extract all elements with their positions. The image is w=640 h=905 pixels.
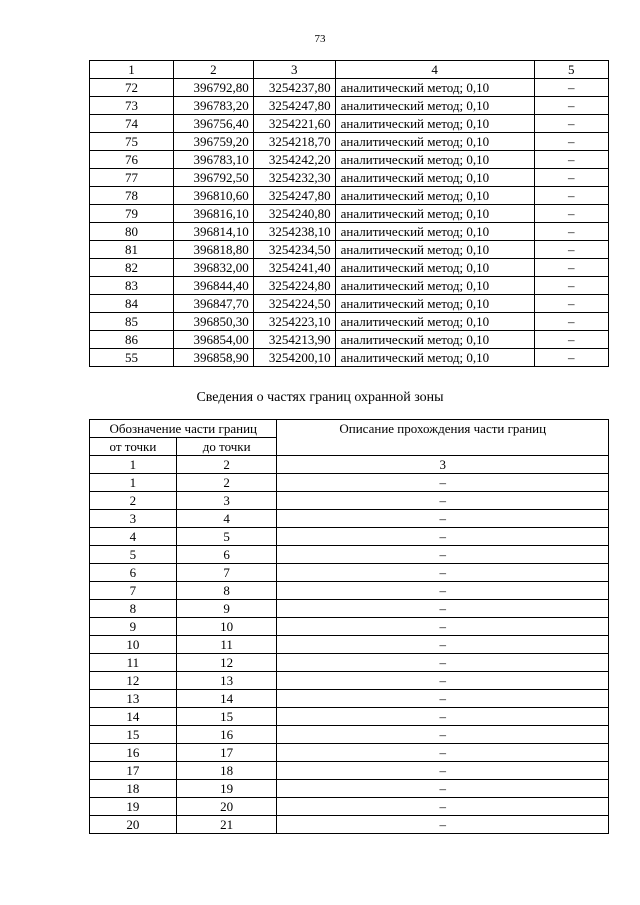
from-point-cell: 17 xyxy=(90,762,177,780)
to-point-cell: 7 xyxy=(176,564,277,582)
y-coordinate-cell: 3254224,50 xyxy=(253,295,335,313)
table-row xyxy=(90,259,609,277)
description-cell: – xyxy=(277,708,609,726)
table-row xyxy=(90,349,609,367)
from-point-cell: 19 xyxy=(90,798,177,816)
description-cell: – xyxy=(277,798,609,816)
from-point-cell: 7 xyxy=(90,582,177,600)
point-number-cell: 76 xyxy=(90,151,174,169)
point-number-cell: 78 xyxy=(90,187,174,205)
description-cell: – xyxy=(277,654,609,672)
table-row xyxy=(90,708,609,726)
table-row xyxy=(90,654,609,672)
from-point-cell: 11 xyxy=(90,654,177,672)
note-cell: – xyxy=(534,97,608,115)
description-cell: – xyxy=(277,744,609,762)
from-point-cell: 13 xyxy=(90,690,177,708)
from-point-cell: 16 xyxy=(90,744,177,762)
to-point-cell: 12 xyxy=(176,654,277,672)
to-point-header: до точки xyxy=(176,438,277,456)
description-cell: – xyxy=(277,564,609,582)
x-coordinate-cell: 396854,00 xyxy=(174,331,254,349)
parts-column-number-3: 3 xyxy=(277,456,609,474)
from-point-cell: 5 xyxy=(90,546,177,564)
table-row xyxy=(90,510,609,528)
x-coordinate-cell: 396792,80 xyxy=(174,79,254,97)
method-cell: аналитический метод; 0,10 xyxy=(335,97,534,115)
table-row xyxy=(90,187,609,205)
point-number-cell: 83 xyxy=(90,277,174,295)
method-cell: аналитический метод; 0,10 xyxy=(335,133,534,151)
description-cell: – xyxy=(277,510,609,528)
column-number-5: 5 xyxy=(534,61,608,79)
boundary-designation-header: Обозначение части границ xyxy=(90,420,277,438)
y-coordinate-cell: 3254213,90 xyxy=(253,331,335,349)
y-coordinate-cell: 3254238,10 xyxy=(253,223,335,241)
from-point-cell: 15 xyxy=(90,726,177,744)
y-coordinate-cell: 3254240,80 xyxy=(253,205,335,223)
section-title: Сведения о частях границ охранной зоны xyxy=(196,390,444,405)
x-coordinate-cell: 396847,70 xyxy=(174,295,254,313)
table-row xyxy=(90,726,609,744)
y-coordinate-cell: 3254223,10 xyxy=(253,313,335,331)
table-row xyxy=(90,277,609,295)
x-coordinate-cell: 396850,30 xyxy=(174,313,254,331)
description-cell: – xyxy=(277,528,609,546)
note-cell: – xyxy=(534,313,608,331)
y-coordinate-cell: 3254242,20 xyxy=(253,151,335,169)
x-coordinate-cell: 396814,10 xyxy=(174,223,254,241)
point-number-cell: 82 xyxy=(90,259,174,277)
from-point-cell: 6 xyxy=(90,564,177,582)
method-cell: аналитический метод; 0,10 xyxy=(335,223,534,241)
to-point-cell: 15 xyxy=(176,708,277,726)
from-point-cell: 20 xyxy=(90,816,177,834)
from-point-cell: 14 xyxy=(90,708,177,726)
y-coordinate-cell: 3254232,30 xyxy=(253,169,335,187)
table-row xyxy=(90,295,609,313)
table-row xyxy=(90,798,609,816)
column-number-4: 4 xyxy=(335,61,534,79)
method-cell: аналитический метод; 0,10 xyxy=(335,277,534,295)
description-cell: – xyxy=(277,690,609,708)
point-number-cell: 73 xyxy=(90,97,174,115)
column-number-1: 1 xyxy=(90,61,174,79)
table-row xyxy=(90,636,609,654)
note-cell: – xyxy=(534,259,608,277)
to-point-cell: 11 xyxy=(176,636,277,654)
method-cell: аналитический метод; 0,10 xyxy=(335,79,534,97)
description-cell: – xyxy=(277,582,609,600)
y-coordinate-cell: 3254221,60 xyxy=(253,115,335,133)
point-number-cell: 85 xyxy=(90,313,174,331)
x-coordinate-cell: 396818,80 xyxy=(174,241,254,259)
method-cell: аналитический метод; 0,10 xyxy=(335,349,534,367)
boundary-parts-table xyxy=(89,419,609,834)
table-row xyxy=(90,151,609,169)
to-point-cell: 5 xyxy=(176,528,277,546)
note-cell: – xyxy=(534,349,608,367)
from-point-cell: 18 xyxy=(90,780,177,798)
y-coordinate-cell: 3254218,70 xyxy=(253,133,335,151)
parts-column-number-1: 1 xyxy=(90,456,177,474)
to-point-cell: 14 xyxy=(176,690,277,708)
table-row xyxy=(90,97,609,115)
note-cell: – xyxy=(534,205,608,223)
point-number-cell: 55 xyxy=(90,349,174,367)
method-cell: аналитический метод; 0,10 xyxy=(335,241,534,259)
to-point-cell: 18 xyxy=(176,762,277,780)
parts-numbering-row xyxy=(90,456,609,474)
table-row xyxy=(90,169,609,187)
note-cell: – xyxy=(534,187,608,205)
page-number: 73 xyxy=(314,33,326,45)
note-cell: – xyxy=(534,169,608,187)
note-cell: – xyxy=(534,223,608,241)
method-cell: аналитический метод; 0,10 xyxy=(335,205,534,223)
point-number-cell: 84 xyxy=(90,295,174,313)
point-number-cell: 77 xyxy=(90,169,174,187)
table-row xyxy=(90,528,609,546)
table-row xyxy=(90,205,609,223)
table-row xyxy=(90,79,609,97)
table-row xyxy=(90,241,609,259)
column-number-3: 3 xyxy=(253,61,335,79)
point-number-cell: 75 xyxy=(90,133,174,151)
description-cell: – xyxy=(277,672,609,690)
from-point-cell: 12 xyxy=(90,672,177,690)
coordinates-header-row xyxy=(90,61,609,79)
note-cell: – xyxy=(534,295,608,313)
from-point-cell: 1 xyxy=(90,474,177,492)
x-coordinate-cell: 396792,50 xyxy=(174,169,254,187)
method-cell: аналитический метод; 0,10 xyxy=(335,169,534,187)
point-number-cell: 74 xyxy=(90,115,174,133)
description-cell: – xyxy=(277,780,609,798)
parts-header-row xyxy=(90,420,609,438)
description-header: Описание прохождения части границ xyxy=(277,420,609,456)
table-row xyxy=(90,582,609,600)
note-cell: – xyxy=(534,151,608,169)
table-row xyxy=(90,690,609,708)
table-row xyxy=(90,762,609,780)
from-point-cell: 9 xyxy=(90,618,177,636)
y-coordinate-cell: 3254200,10 xyxy=(253,349,335,367)
from-point-cell: 8 xyxy=(90,600,177,618)
y-coordinate-cell: 3254234,50 xyxy=(253,241,335,259)
table-row xyxy=(90,816,609,834)
method-cell: аналитический метод; 0,10 xyxy=(335,115,534,133)
y-coordinate-cell: 3254247,80 xyxy=(253,97,335,115)
point-number-cell: 86 xyxy=(90,331,174,349)
table-row xyxy=(90,618,609,636)
note-cell: – xyxy=(534,133,608,151)
point-number-cell: 72 xyxy=(90,79,174,97)
to-point-cell: 17 xyxy=(176,744,277,762)
table-row xyxy=(90,133,609,151)
table-row xyxy=(90,672,609,690)
from-point-header: от точки xyxy=(90,438,177,456)
note-cell: – xyxy=(534,241,608,259)
to-point-cell: 13 xyxy=(176,672,277,690)
from-point-cell: 10 xyxy=(90,636,177,654)
description-cell: – xyxy=(277,492,609,510)
x-coordinate-cell: 396759,20 xyxy=(174,133,254,151)
y-coordinate-cell: 3254237,80 xyxy=(253,79,335,97)
to-point-cell: 9 xyxy=(176,600,277,618)
parts-column-number-2: 2 xyxy=(176,456,277,474)
table-row xyxy=(90,331,609,349)
table-row xyxy=(90,492,609,510)
to-point-cell: 8 xyxy=(176,582,277,600)
x-coordinate-cell: 396783,20 xyxy=(174,97,254,115)
to-point-cell: 2 xyxy=(176,474,277,492)
method-cell: аналитический метод; 0,10 xyxy=(335,313,534,331)
table-row xyxy=(90,564,609,582)
table-row xyxy=(90,780,609,798)
y-coordinate-cell: 3254224,80 xyxy=(253,277,335,295)
x-coordinate-cell: 396844,40 xyxy=(174,277,254,295)
to-point-cell: 4 xyxy=(176,510,277,528)
x-coordinate-cell: 396832,00 xyxy=(174,259,254,277)
table-row xyxy=(90,474,609,492)
x-coordinate-cell: 396756,40 xyxy=(174,115,254,133)
description-cell: – xyxy=(277,816,609,834)
table-row xyxy=(90,744,609,762)
method-cell: аналитический метод; 0,10 xyxy=(335,187,534,205)
column-number-2: 2 xyxy=(174,61,254,79)
from-point-cell: 3 xyxy=(90,510,177,528)
to-point-cell: 16 xyxy=(176,726,277,744)
table-row xyxy=(90,546,609,564)
description-cell: – xyxy=(277,636,609,654)
table-row xyxy=(90,115,609,133)
to-point-cell: 3 xyxy=(176,492,277,510)
table-row xyxy=(90,223,609,241)
description-cell: – xyxy=(277,762,609,780)
method-cell: аналитический метод; 0,10 xyxy=(335,331,534,349)
point-number-cell: 80 xyxy=(90,223,174,241)
description-cell: – xyxy=(277,726,609,744)
note-cell: – xyxy=(534,79,608,97)
to-point-cell: 10 xyxy=(176,618,277,636)
note-cell: – xyxy=(534,277,608,295)
description-cell: – xyxy=(277,600,609,618)
y-coordinate-cell: 3254241,40 xyxy=(253,259,335,277)
coordinates-table xyxy=(89,60,609,367)
note-cell: – xyxy=(534,331,608,349)
to-point-cell: 21 xyxy=(176,816,277,834)
description-cell: – xyxy=(277,474,609,492)
point-number-cell: 79 xyxy=(90,205,174,223)
from-point-cell: 4 xyxy=(90,528,177,546)
x-coordinate-cell: 396858,90 xyxy=(174,349,254,367)
description-cell: – xyxy=(277,618,609,636)
x-coordinate-cell: 396816,10 xyxy=(174,205,254,223)
point-number-cell: 81 xyxy=(90,241,174,259)
table-row xyxy=(90,313,609,331)
to-point-cell: 19 xyxy=(176,780,277,798)
x-coordinate-cell: 396783,10 xyxy=(174,151,254,169)
description-cell: – xyxy=(277,546,609,564)
x-coordinate-cell: 396810,60 xyxy=(174,187,254,205)
method-cell: аналитический метод; 0,10 xyxy=(335,295,534,313)
method-cell: аналитический метод; 0,10 xyxy=(335,259,534,277)
method-cell: аналитический метод; 0,10 xyxy=(335,151,534,169)
y-coordinate-cell: 3254247,80 xyxy=(253,187,335,205)
to-point-cell: 20 xyxy=(176,798,277,816)
to-point-cell: 6 xyxy=(176,546,277,564)
from-point-cell: 2 xyxy=(90,492,177,510)
note-cell: – xyxy=(534,115,608,133)
table-row xyxy=(90,600,609,618)
